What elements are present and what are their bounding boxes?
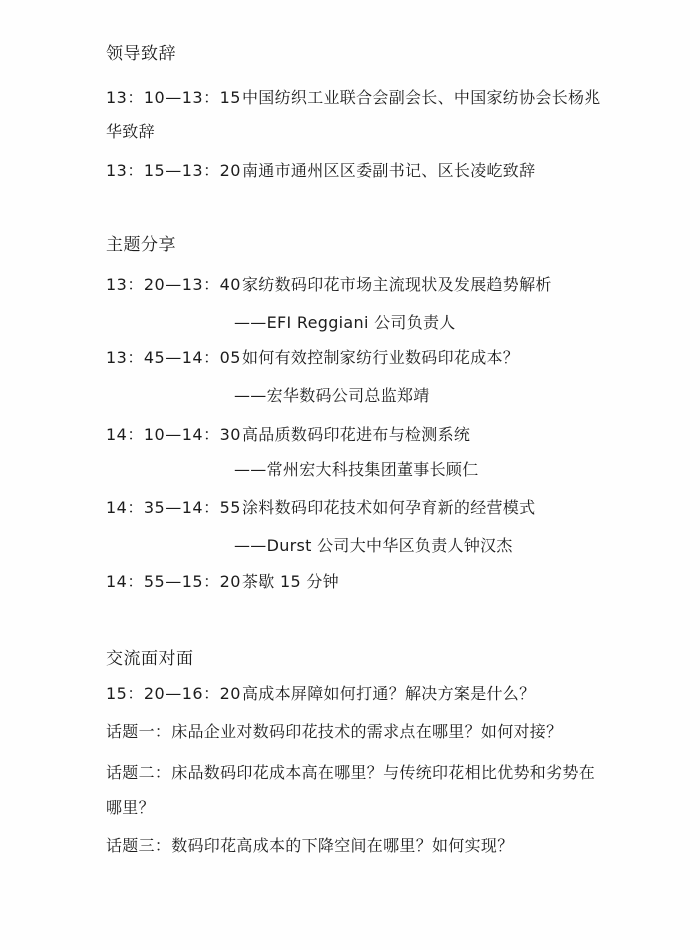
- agenda-time: 13：45—14：05: [106, 348, 241, 367]
- agenda-speaker: ——Durst 公司大中华区负责人钟汉杰: [234, 536, 513, 555]
- agenda-text: 茶歇 15 分钟: [242, 572, 339, 591]
- agenda-text: 高成本屏障如何打通？解决方案是什么？: [242, 684, 536, 703]
- agenda-time: 15：20—16：20: [106, 684, 241, 703]
- agenda-item: [106, 571, 339, 593]
- agenda-item: [106, 497, 535, 519]
- agenda-time: 14：10—14：30: [106, 425, 241, 444]
- topic-text-continuation: 哪里？: [106, 798, 155, 817]
- agenda-item: [106, 160, 535, 182]
- agenda-time: 13：20—13：40: [106, 275, 241, 294]
- agenda-speaker: ——EFI Reggiani 公司负责人: [234, 313, 456, 332]
- agenda-item: [106, 347, 519, 369]
- agenda-item: [106, 87, 601, 109]
- topic-item: 话题二：床品数码印花成本高在哪里？与传统印花相比优势和劣势在: [106, 763, 596, 782]
- agenda-text: 如何有效控制家纺行业数码印花成本？: [242, 348, 520, 367]
- topic-item: 话题三：数码印花高成本的下降空间在哪里？如何实现？: [106, 836, 514, 855]
- agenda-time: 13：10—13：15: [106, 88, 241, 107]
- agenda-item: [106, 424, 470, 446]
- section-heading-dialogue: 交流面对面: [106, 649, 194, 669]
- agenda-item: [106, 683, 535, 705]
- agenda-text: 南通市通州区区委副书记、区长凌屹致辞: [242, 161, 536, 180]
- agenda-item: [106, 274, 552, 296]
- agenda-text: 中国纺织工业联合会副会长、中国家纺协会长杨兆: [242, 88, 601, 107]
- agenda-text: 家纺数码印花市场主流现状及发展趋势解析: [242, 275, 552, 294]
- section-heading-theme-share: 主题分享: [106, 235, 176, 255]
- agenda-time: 14：55—15：20: [106, 572, 241, 591]
- topic-item: 话题一：床品企业对数码印花技术的需求点在哪里？如何对接？: [106, 722, 563, 741]
- agenda-time: 13：15—13：20: [106, 161, 241, 180]
- agenda-text: 高品质数码印花进布与检测系统: [242, 425, 471, 444]
- agenda-time: 14：35—14：55: [106, 498, 241, 517]
- agenda-speaker: ——常州宏大科技集团董事长顾仁: [234, 460, 479, 479]
- agenda-text: 涂料数码印花技术如何孕育新的经营模式: [242, 498, 536, 517]
- agenda-speaker: ——宏华数码公司总监郑靖: [234, 386, 430, 405]
- section-heading-leader-speech: 领导致辞: [106, 44, 176, 64]
- agenda-text-continuation: 华致辞: [106, 122, 155, 141]
